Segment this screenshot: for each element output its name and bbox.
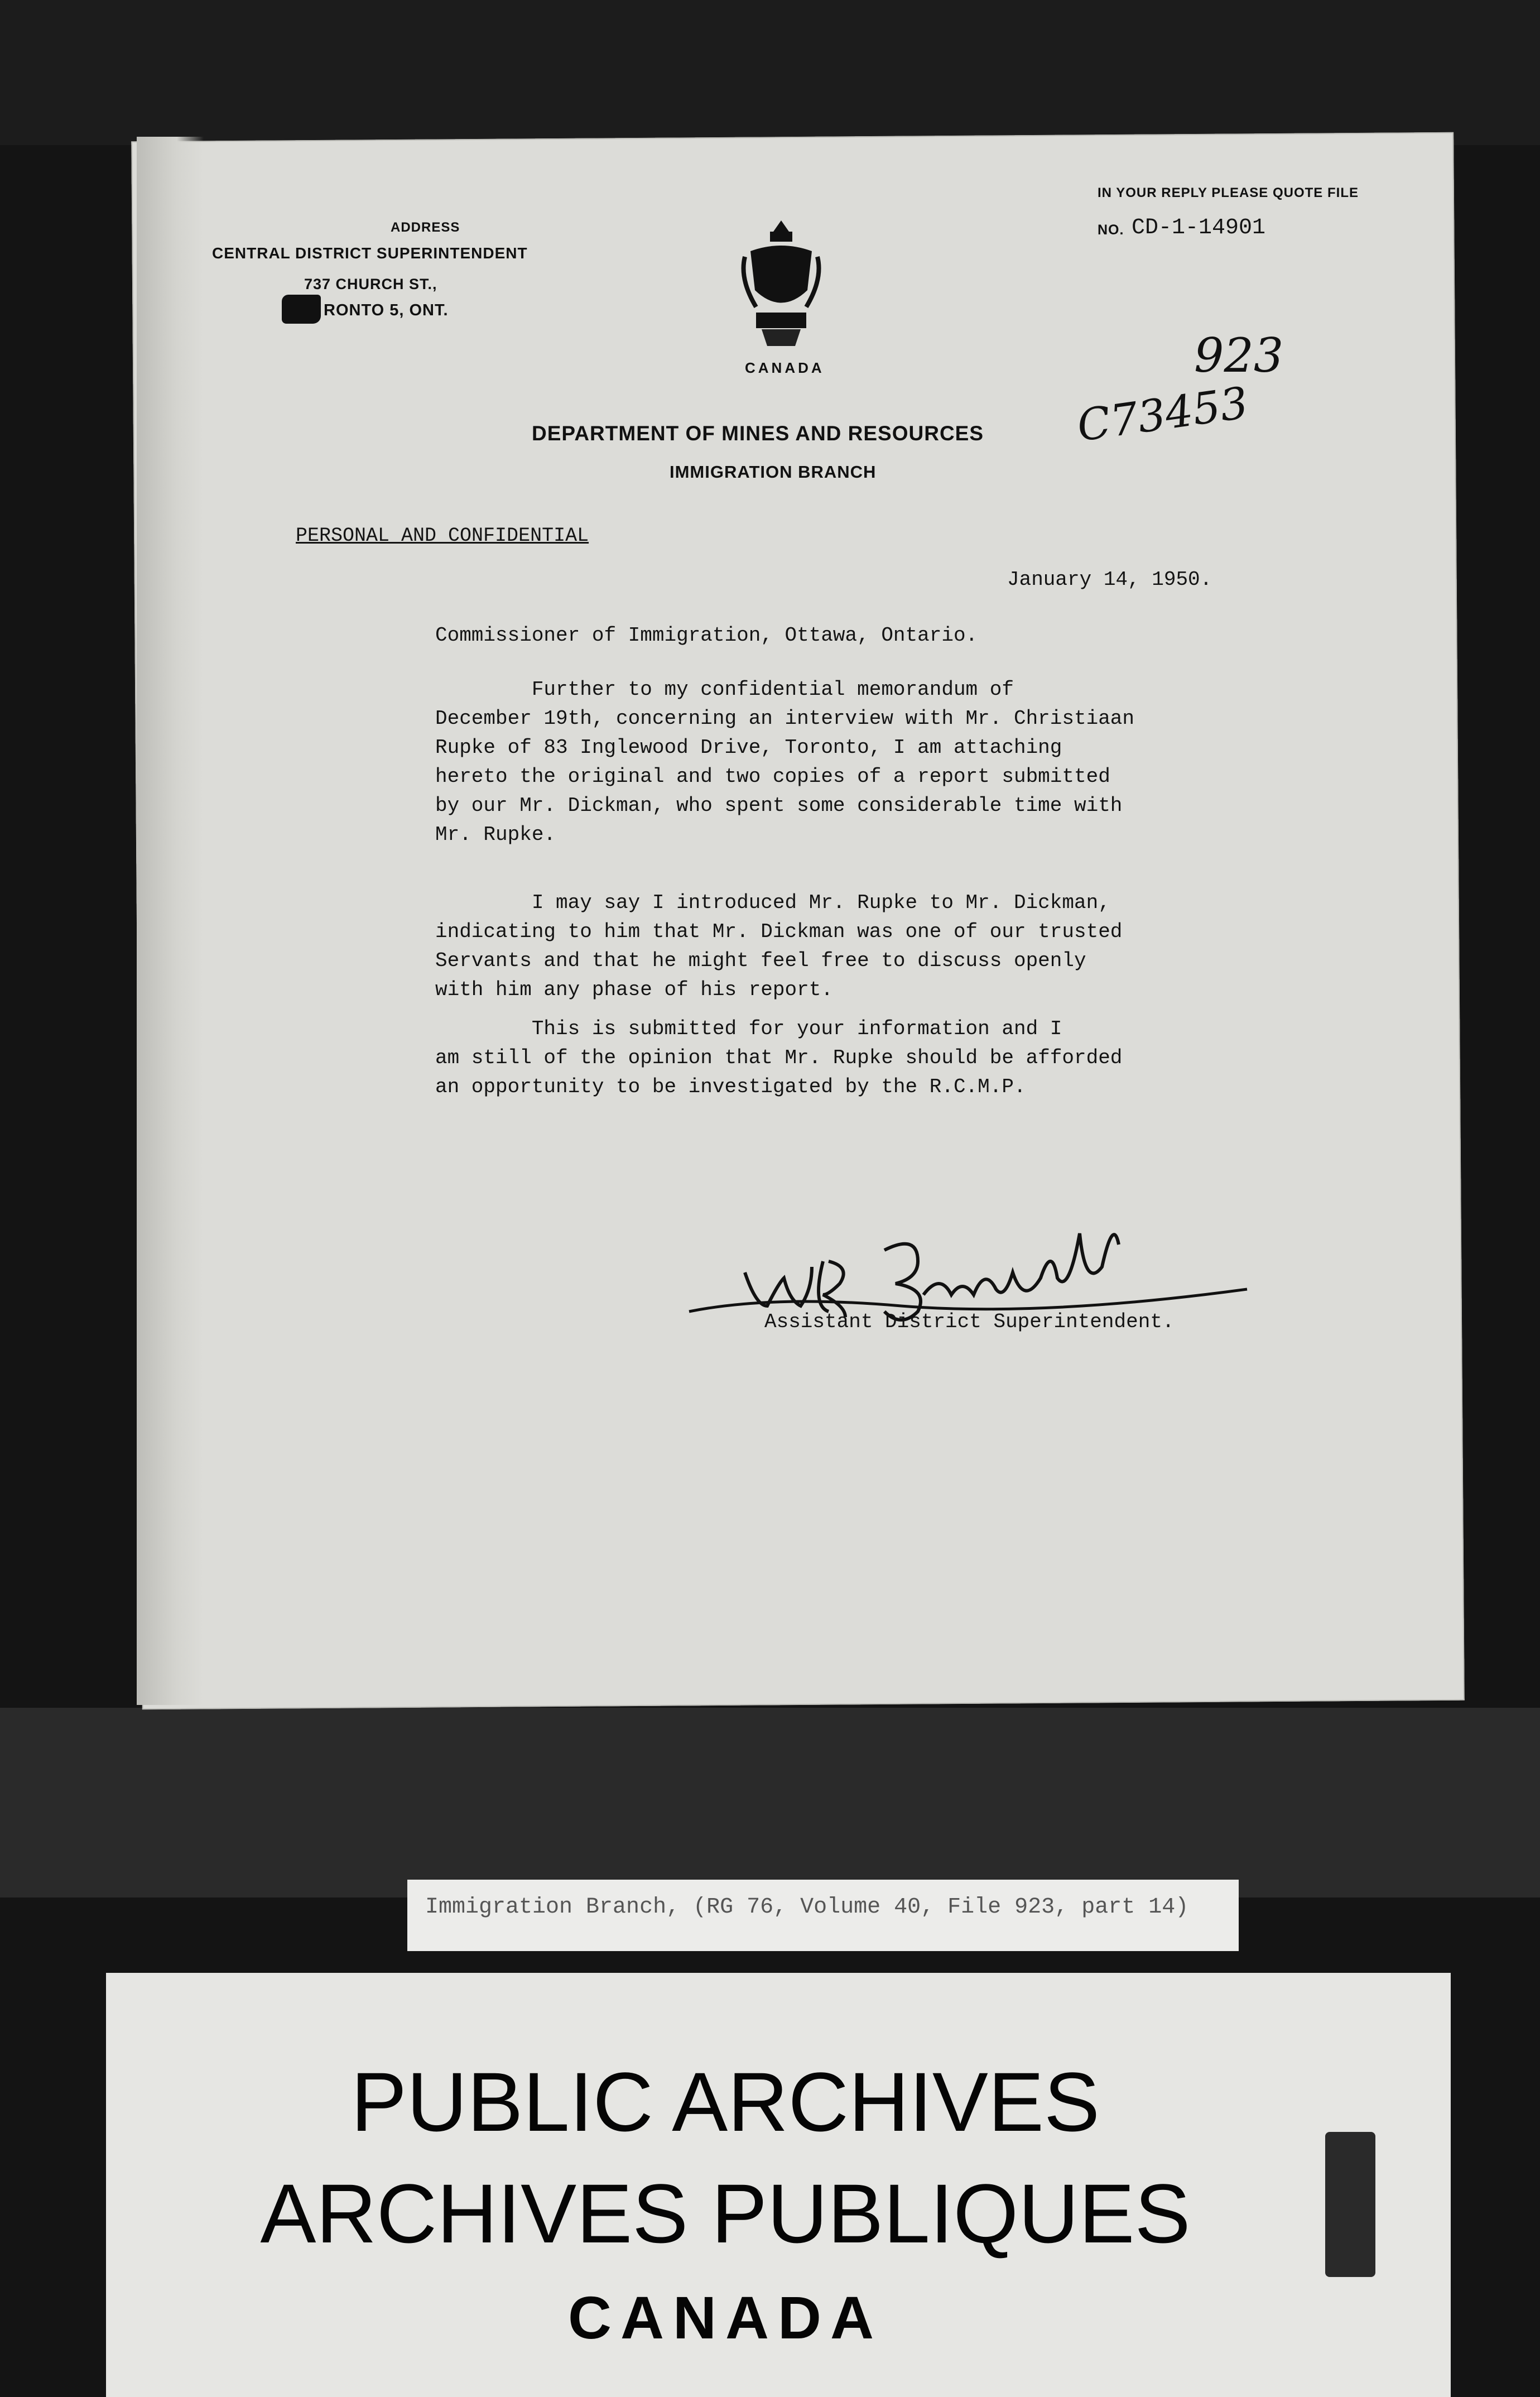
memo-paragraph-3: This is submitted for your information and I am still of the opinion that Mr. Rupke should be afforded an opportunity to be investigated by the R.C.M.P. xyxy=(435,1017,1123,1098)
address-line-1: CENTRAL DISTRICT SUPERINTENDENT xyxy=(212,244,528,262)
file-number: CD-1-14901 xyxy=(1132,215,1266,241)
film-border-top xyxy=(0,0,1540,145)
stamp-line-2: ARCHIVES PUBLIQUES xyxy=(260,2167,1191,2260)
quote-file-label: IN YOUR REPLY PLEASE QUOTE FILE xyxy=(1098,185,1359,200)
stamp-line-3: CANADA xyxy=(568,2284,883,2351)
address-line-3: RONTO 5, ONT. xyxy=(324,301,449,319)
ink-blot xyxy=(282,295,321,324)
memo-paragraph-2: I may say I introduced Mr. Rupke to Mr. Dickman, indicating to him that Mr. Dickman was one of our trusted Servants and that he might feel free to discuss openly with him any phase of his report. xyxy=(435,891,1123,1001)
paper-fold-shadow xyxy=(137,137,204,1705)
handwritten-file-number: 923 xyxy=(1194,328,1284,383)
handwritten-reference: C73453 xyxy=(1074,378,1252,452)
crest-caption: CANADA xyxy=(745,359,825,376)
binder-clip xyxy=(1325,2132,1375,2277)
film-border-middle xyxy=(0,1708,1540,1898)
signatory-title: Assistant District Superintendent. xyxy=(764,1310,1175,1333)
classification-heading: PERSONAL AND CONFIDENTIAL xyxy=(296,525,589,547)
department-name: DEPARTMENT OF MINES AND RESOURCES xyxy=(532,422,984,445)
archive-caption: Immigration Branch, (RG 76, Volume 40, File 923, part 14) xyxy=(425,1895,1189,1920)
memo-paragraph-1: Further to my confidential memorandum of December 19th, concerning an interview with Mr. Christiaan Rupke of 83 Inglewood Drive, Toronto, I am attaching hereto the original and two copies of a report submitted by our Mr. Dickman, who spent some considerable time with Mr. Rupke. xyxy=(435,678,1135,846)
file-number-label: NO. xyxy=(1098,222,1124,238)
memo-addressee: Commissioner of Immigration, Ottawa, Ontario. xyxy=(435,624,978,647)
stamp-line-1: PUBLIC ARCHIVES xyxy=(350,2055,1100,2149)
branch-name: IMMIGRATION BRANCH xyxy=(670,462,877,482)
coat-of-arms-icon xyxy=(739,218,823,352)
memo-date: January 14, 1950. xyxy=(1007,568,1212,591)
address-line-2: 737 CHURCH ST., xyxy=(304,276,437,292)
address-label: ADDRESS xyxy=(391,220,460,235)
